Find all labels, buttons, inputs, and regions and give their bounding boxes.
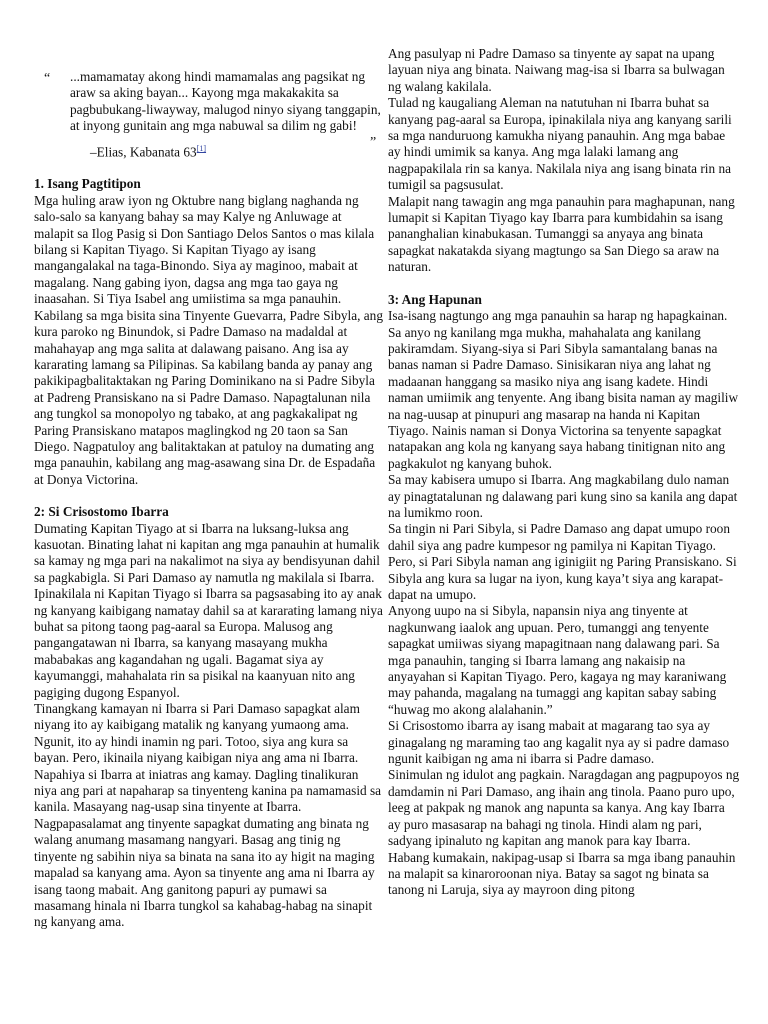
reference-link[interactable]: [1] (196, 143, 207, 153)
section-3-paragraph-3: Sa tingin ni Pari Sibyla, si Padre Damaso ang dapat umupo roon dahil siya ang padre kumpesor ng pamilya ni Kapitan Tiyago. Pero, si Pari Sibyla naman ang iginigiit ng Paring Pransiskano. Si Sibyla ang kura sa lugar na iyon, kung kaya’t siya ang karapat-dapat na umupo. (388, 521, 737, 602)
section-2-paragraph-1: Dumating Kapitan Tiyago at si Ibarra na luksang-luksa ang kasuotan. Binating lahat ni kapitan ang mga panauhin at humalik sa kamay ng mga pari na nakalimot na siya ay bendisyunan dahil sa pagkabigla. Si Pari Damaso ay namutla ng makilala si Ibarra. (34, 520, 380, 585)
section-2-paragraph-2: Ipinakilala ni Kapitan Tiyago si Ibarra sa pagsasabing ito ay anak ng kanyang kaibigang namatay dahil sa at kararating lamang niya buhat sa pitong taong pag-aaral sa Europa. Malusog ang pangangatawan ni Ibarra, sa kanyang masayang mukha mababakas ang kagandahan ng ugali. Bagamat siya ay kayumanggi, mahahalata rin sa pisikal na kaanyuan nito ang pagiging dugong Espanyol. (34, 586, 383, 700)
section-2-paragraph-7: Malapit nang tawagin ang mga panauhin para maghapunan, nang lumapit si Kapitan Tiyago kay Ibarra para kumbidahin sa isang pananghalian kinabukasan. Tumanggi sa anyaya ang binata sapagkat nakatakda siyang magtungo sa San Diego sa araw na naturan. (388, 193, 735, 275)
left-column (34, 0, 384, 931)
section-3-paragraph-4: Anyong uupo na si Sibyla, napansin niya ang tinyente at nagkunwang iaalok ang upuan. Pero, tumanggi ang tenyente sapagkat umiiwas siyang mapagitnaan nang dalawang pari. Sa mga panauhin, tanging si Ibarra lamang ang nakaisip na anyayahan si Kapitan Tiyago. Pero, kagaya ng may karaniwang may pahanda, magalang na tumaggi ang kapitan sabay sabing “huwag mo akong alalahanin.” (388, 603, 727, 717)
attribution-text: –Elias, Kabanata 63 (90, 144, 197, 160)
open-quote-mark: “ (44, 71, 51, 86)
section-3-paragraph-1: Isa-isang nagtungo ang mga panauhin sa harap ng hapagkainan. Sa anyo ng kanilang mga mukha, mahahalata ang kanilang pakiramdam. Siyang-siya si Pari Sibyla samantalang banas na banas naman si Padre Damaso. Sinisikaran niya ang lahat ng madaanan hanggang sa masiko niya ang isang kadete. Hindi naman umiimik ang tenyente. Ang ibang bisita naman ay magiliw na nag-uusap at pinupuri ang masarap na handa ni Kapitan Tiyago. Nainis naman si Donya Victorina sa tenyente sapagkat natapakan ang kola ng kanyang saya habang tinitignan nito ang pagkakulot ng kanyang buhok. (388, 308, 739, 471)
section-2-paragraph-6: Tulad ng kaugaliang Aleman na natutuhan ni Ibarra buhat sa kanyang pag-aaral sa Europa, ipinakilala niya ang kanyang sarili sa mga nanduruong kamukha niyang panauhin. Ang mga babae ay hindi umimik sa kanya. Ang mga lalaki lamang ang nagpapakilala rin sa kanya. Nakilala niya ang isang binata rin na tumigil sa pagsusulat. (388, 95, 732, 193)
quote-text: ...mamamatay akong hindi mamamalas ang pagsikat ng araw sa aking bayan... Kayong mga makakakita sa pagbubukang-liwayway, malugod ninyo siyang tanggapin, at inyong gunitain ang mga nabuwal sa dilim ng gabi! (70, 69, 381, 134)
right-column (388, 46, 740, 899)
section-2-paragraph-5: Ang pasulyap ni Padre Damaso sa tinyente ay sapat na upang layuan niya ang binata. Naiwang mag-isa si Ibarra sa bulwagan ng walang kakilala. (388, 46, 725, 94)
quote-attribution (34, 141, 384, 161)
section-3-paragraph-2: Sa may kabisera umupo si Ibarra. Ang magkabilang dulo naman ay pinagtatalunan ng dalawang pari kung sino sa kanila ang dapat na lumikmo roon. (388, 472, 738, 520)
section-2-paragraph-4: Napahiya si Ibarra at iniatras ang kamay. Dagling tinalikuran niya ang pari at napaharap sa tinyenteng kanina pa namamasid sa kanila. Masayang nag-usap sina tinyente at Ibarra. Nagpapasalamat ang tinyente sapagkat dumating ang binata ng walang anumang masamang nangyari. Basag ang tinig ng tinyente ng sabihin niya sa binata na sana ito ay higit na maging mapalad sa kanyang ama. Ayon sa tinyente ang ama ni Ibarra ay isang taong mabait. Ang ganitong papuri ay pumawi sa masamang hinala ni Ibarra tungkol sa kahabag-habag na sinapit ng kanyang ama. (34, 766, 382, 930)
section-3-paragraph-7: Habang kumakain, nakipag-usap si Ibarra sa mga ibang panauhin na malapit sa kinaroroonan niya. Batay sa sagot ng binata sa tanong ni Laruja, siya ay mayroon ding pitong (388, 849, 736, 898)
section-1-heading: 1. Isang Pagtitipon (34, 176, 141, 192)
section-3-heading: 3: Ang Hapunan (388, 291, 482, 307)
section-3-paragraph-5: Si Crisostomo ibarra ay isang mabait at magarang tao sya ay ginagalang ng maraming tao ang kagalit nya ay si padre damaso ngunit kaibigan ng ama ni ibarra si Padre damaso. (388, 718, 730, 767)
close-quote-mark: ” (370, 135, 377, 150)
section-1-paragraph: Mga huling araw iyon ng Oktubre nang biglang naghanda ng salo-salo sa kanyang bahay sa may Kalye ng Anluwage at malapit sa Ilog Pasig si Don Santiago Delos Santos o mas kilala bilang si Kapitan Tiyago. Si Kapitan Tiyago ay isang mangangalakal na taga-Binondo. Siya ay maginoo, mabait at magalang. Nang gabing iyon, dagsa ang mga tao gaya ng inaasahan. Si Tiya Isabel ang umiistima sa mga panauhin. Kabilang sa mga bisita sina Tinyente Guevarra, Padre Sibyla, ang kura paroko ng Binundok, si Padre Damaso na madaldal at mahahayap ang mga salita at dalawang paisano. Ang isa ay kararating lamang sa Pilipinas. Sa kabilang banda ay panay ang pakikipagbalitaktakan ng Paring Dominikano na si Padre Sibyla at Padreng Pransiskano na si Padre Damaso. Napagtalunan nila ang tungkol sa monopolyo ng tabako, at ang pagkakalipat ng Paring Pransiskano matapos maglingkod ng 20 taon sa San Diego. Nagpatuloy ang balitaktakan at patuloy na dumating ang mga panauhin, kabilang ang mag-asawang sina Dr. de Espadaña at Donya Victorina. (34, 192, 383, 487)
section-3-paragraph-6: Sinimulan ng idulot ang pagkain. Naragdagan ang pagpupoyos ng damdamin ni Pari Damaso, ang ihain ang tinola. Paano puro upo, leeg at pakpak ng manok ang napunta sa kanya. Ang kay Ibarra ay puro masasarap na bahagi ng tinola. Hindi alam ng pari, sadyang ipinaluto ng kapitan ang manok para kay Ibarra. (388, 767, 740, 849)
epigraph-quote (34, 69, 392, 150)
section-2-paragraph-3: Tinangkang kamayan ni Ibarra si Pari Damaso sapagkat alam niyang ito ay kaibigang matalik ng kanyang yumaong ama. Ngunit, ito ay hindi inamin ng pari. Totoo, siya ang kura sa bayan. Pero, ikinaila niyang kaibigan niya ang ama ni Ibarra. (34, 701, 360, 766)
section-2-heading: 2: Si Crisostomo Ibarra (34, 504, 169, 520)
